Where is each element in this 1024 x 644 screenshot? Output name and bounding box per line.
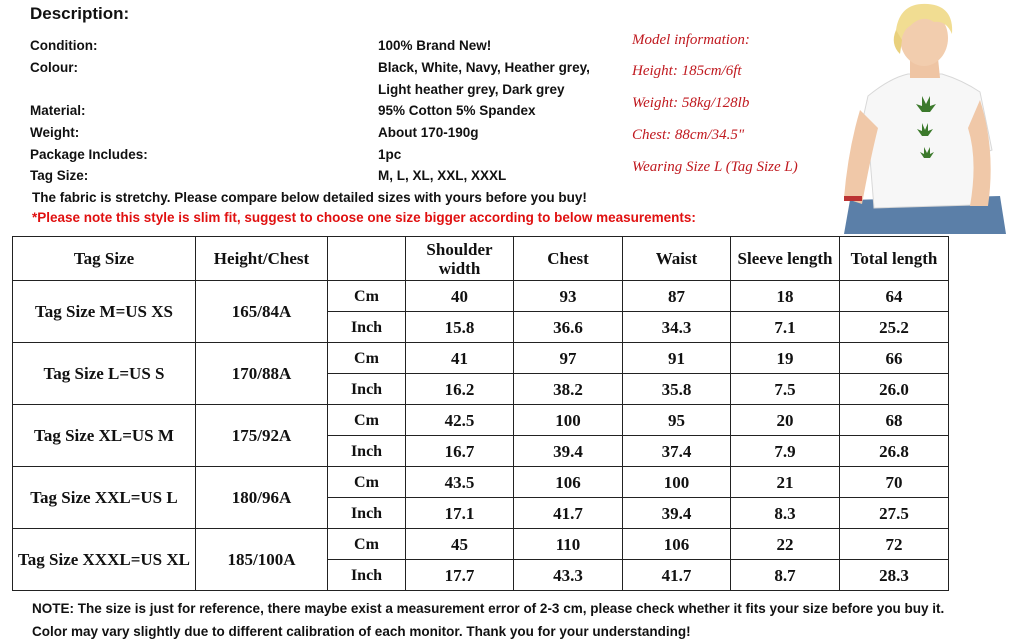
unit-cell: Inch (328, 436, 406, 467)
value-cell: 45 (406, 529, 514, 560)
unit-cell: Cm (328, 529, 406, 560)
spec-label-material: Material: (30, 103, 86, 118)
header-waist: Waist (623, 237, 731, 281)
table-row (13, 343, 949, 374)
value-cell: 19 (731, 343, 840, 374)
tag-size-cell: Tag Size L=US S (13, 343, 196, 405)
spec-value-weight: About 170-190g (378, 125, 479, 140)
value-cell: 39.4 (623, 498, 731, 529)
value-cell: 40 (406, 281, 514, 312)
value-cell: 17.7 (406, 560, 514, 591)
slim-fit-note: *Please note this style is slim fit, suggest to choose one size bigger according to below measurements: (32, 210, 696, 225)
value-cell: 34.3 (623, 312, 731, 343)
value-cell: 25.2 (840, 312, 949, 343)
model-weight: Weight: 58kg/128lb (632, 95, 750, 111)
value-cell: 93 (514, 281, 623, 312)
model-chest: Chest: 88cm/34.5" (632, 127, 745, 143)
spec-label-colour: Colour: (30, 60, 78, 75)
height-chest-cell: 180/96A (196, 467, 328, 529)
value-cell: 39.4 (514, 436, 623, 467)
height-chest-cell: 165/84A (196, 281, 328, 343)
tag-size-cell: Tag Size M=US XS (13, 281, 196, 343)
spec-value-material: 95% Cotton 5% Spandex (378, 103, 536, 118)
table-row (13, 467, 949, 498)
table-row (13, 281, 949, 312)
spec-value-colour: Black, White, Navy, Heather grey, (378, 60, 590, 75)
value-cell: 8.7 (731, 560, 840, 591)
model-title: Model information: (632, 32, 750, 48)
spec-value-tag-size: M, L, XL, XXL, XXXL (378, 168, 507, 183)
value-cell: 35.8 (623, 374, 731, 405)
value-cell: 21 (731, 467, 840, 498)
value-cell: 17.1 (406, 498, 514, 529)
unit-cell: Inch (328, 312, 406, 343)
tag-size-cell: Tag Size XXXL=US XL (13, 529, 196, 591)
value-cell: 7.5 (731, 374, 840, 405)
model-photo (830, 0, 1020, 234)
model-height: Height: 185cm/6ft (632, 63, 742, 79)
value-cell: 41.7 (514, 498, 623, 529)
tag-size-cell: Tag Size XXL=US L (13, 467, 196, 529)
spec-value-package: 1pc (378, 147, 402, 162)
spec-label-tag-size: Tag Size: (30, 168, 89, 183)
table-row (13, 405, 949, 436)
value-cell: 68 (840, 405, 949, 436)
unit-cell: Inch (328, 560, 406, 591)
description-title: Description: (30, 4, 130, 23)
value-cell: 22 (731, 529, 840, 560)
value-cell: 72 (840, 529, 949, 560)
header-sleeve-length: Sleeve length (731, 237, 840, 281)
header-shoulder-width: Shoulder width (406, 237, 514, 281)
value-cell: 43.5 (406, 467, 514, 498)
value-cell: 66 (840, 343, 949, 374)
unit-cell: Inch (328, 498, 406, 529)
value-cell: 41.7 (623, 560, 731, 591)
value-cell: 38.2 (514, 374, 623, 405)
value-cell: 26.0 (840, 374, 949, 405)
value-cell: 36.6 (514, 312, 623, 343)
value-cell: 64 (840, 281, 949, 312)
height-chest-cell: 170/88A (196, 343, 328, 405)
spec-value-condition: 100% Brand New! (378, 38, 492, 53)
value-cell: 106 (514, 467, 623, 498)
value-cell: 42.5 (406, 405, 514, 436)
table-header-row (13, 237, 949, 281)
value-cell: 37.4 (623, 436, 731, 467)
height-chest-cell: 175/92A (196, 405, 328, 467)
value-cell: 7.1 (731, 312, 840, 343)
footer-note-color: Color may vary slightly due to different calibration of each monitor. Thank you for your understanding! (32, 624, 691, 639)
unit-cell: Cm (328, 467, 406, 498)
header-unit (328, 237, 406, 281)
value-cell: 16.2 (406, 374, 514, 405)
spec-label-weight: Weight: (30, 125, 80, 140)
height-chest-cell: 185/100A (196, 529, 328, 591)
tag-size-cell: Tag Size XL=US M (13, 405, 196, 467)
value-cell: 18 (731, 281, 840, 312)
model-wearing: Wearing Size L (Tag Size L) (632, 159, 798, 175)
value-cell: 106 (623, 529, 731, 560)
header-chest: Chest (514, 237, 623, 281)
value-cell: 100 (623, 467, 731, 498)
spec-label-package: Package Includes: (30, 147, 148, 162)
value-cell: 15.8 (406, 312, 514, 343)
unit-cell: Cm (328, 281, 406, 312)
unit-cell: Cm (328, 343, 406, 374)
value-cell: 16.7 (406, 436, 514, 467)
stretch-note: The fabric is stretchy. Please compare below detailed sizes with yours before you buy! (32, 190, 587, 205)
table-row (13, 529, 949, 560)
value-cell: 95 (623, 405, 731, 436)
footer-note-measurement: NOTE: The size is just for reference, there maybe exist a measurement error of 2-3 cm, please check whether it fits your size before you buy it. (32, 601, 945, 616)
value-cell: 91 (623, 343, 731, 374)
value-cell: 28.3 (840, 560, 949, 591)
header-total-length: Total length (840, 237, 949, 281)
header-tag-size: Tag Size (13, 237, 196, 281)
header-height-chest: Height/Chest (196, 237, 328, 281)
value-cell: 41 (406, 343, 514, 374)
value-cell: 70 (840, 467, 949, 498)
value-cell: 20 (731, 405, 840, 436)
spec-value-colour-cont: Light heather grey, Dark grey (378, 82, 565, 97)
value-cell: 43.3 (514, 560, 623, 591)
unit-cell: Inch (328, 374, 406, 405)
value-cell: 27.5 (840, 498, 949, 529)
value-cell: 87 (623, 281, 731, 312)
value-cell: 26.8 (840, 436, 949, 467)
value-cell: 7.9 (731, 436, 840, 467)
value-cell: 100 (514, 405, 623, 436)
value-cell: 110 (514, 529, 623, 560)
value-cell: 97 (514, 343, 623, 374)
spec-label-condition: Condition: (30, 38, 98, 53)
unit-cell: Cm (328, 405, 406, 436)
size-chart-table (12, 236, 949, 591)
value-cell: 8.3 (731, 498, 840, 529)
